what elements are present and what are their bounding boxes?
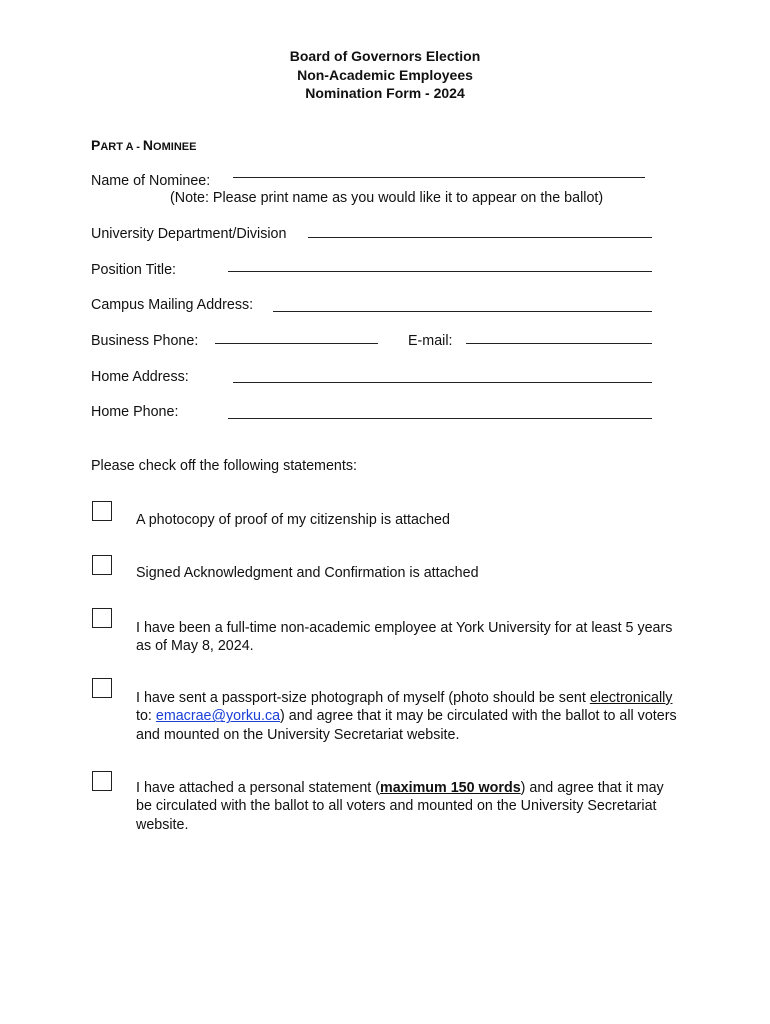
part-a-rest: ART A - xyxy=(100,141,143,153)
electronically-text: electronically xyxy=(589,690,673,706)
photograph-statement xyxy=(136,689,684,744)
home-phone-line[interactable] xyxy=(228,418,652,419)
name-of-nominee-label: Name of Nominee: xyxy=(91,173,211,189)
form-title-block xyxy=(0,47,770,103)
personal-statement-text xyxy=(136,779,671,834)
personal-statement-text-1: I have attached a personal statement ( xyxy=(136,780,380,796)
home-address-line[interactable] xyxy=(233,382,652,383)
email-link[interactable]: emacrae@yorku.ca xyxy=(155,708,281,725)
photograph-text-1: I have sent a passport-size photograph of myself (photo should be sent xyxy=(136,690,590,706)
campus-address-label: Campus Mailing Address: xyxy=(91,297,254,313)
name-note: (Note: Please print name as you would like it to appear on the ballot) xyxy=(170,190,604,206)
photograph-checkbox[interactable] xyxy=(92,678,112,698)
home-phone-label: Home Phone: xyxy=(91,404,179,420)
position-title-line[interactable] xyxy=(228,271,652,272)
photograph-text-2: to: xyxy=(136,708,156,725)
part-a-heading xyxy=(91,137,196,153)
position-title-label: Position Title: xyxy=(91,262,177,278)
personal-statement-checkbox[interactable] xyxy=(92,771,112,791)
name-of-nominee-line[interactable] xyxy=(233,177,645,178)
nominee-letter: N xyxy=(142,137,154,153)
campus-address-line[interactable] xyxy=(273,311,652,312)
citizenship-checkbox[interactable] xyxy=(92,501,112,521)
citizenship-statement: A photocopy of proof of my citizenship is attached xyxy=(136,512,450,528)
title-line-1: Board of Governors Election xyxy=(289,48,481,64)
business-phone-label: Business Phone: xyxy=(91,333,199,349)
employment-statement: I have been a full-time non-academic employee at York University for at least 5 years as of May 8, 2024. xyxy=(136,620,673,655)
title-line-3: Nomination Form - 2024 xyxy=(305,85,465,101)
photograph-text-3: ) and agree that it may be circulated with the ballot to all voters and mounted on the University Secretariat website. xyxy=(136,708,677,743)
part-a-letter: P xyxy=(91,137,101,153)
nominee-rest: OMINEE xyxy=(153,141,197,153)
acknowledgment-statement: Signed Acknowledgment and Confirmation is attached xyxy=(136,565,479,581)
home-address-label: Home Address: xyxy=(91,369,189,385)
department-label: University Department/Division xyxy=(91,226,287,242)
acknowledgment-checkbox[interactable] xyxy=(92,555,112,575)
checklist-intro: Please check off the following statements: xyxy=(91,458,357,474)
email-label: E-mail: xyxy=(408,333,453,349)
email-line[interactable] xyxy=(466,343,652,344)
business-phone-line[interactable] xyxy=(215,343,378,344)
employment-checkbox[interactable] xyxy=(92,608,112,628)
personal-statement-text-2: ) and agree that it may be circulated with the ballot to all voters and mounted on the University Secretariat website. xyxy=(136,780,664,833)
max-words-text: maximum 150 words xyxy=(380,780,521,796)
department-line[interactable] xyxy=(308,237,652,238)
title-line-2: Non-Academic Employees xyxy=(297,66,473,83)
